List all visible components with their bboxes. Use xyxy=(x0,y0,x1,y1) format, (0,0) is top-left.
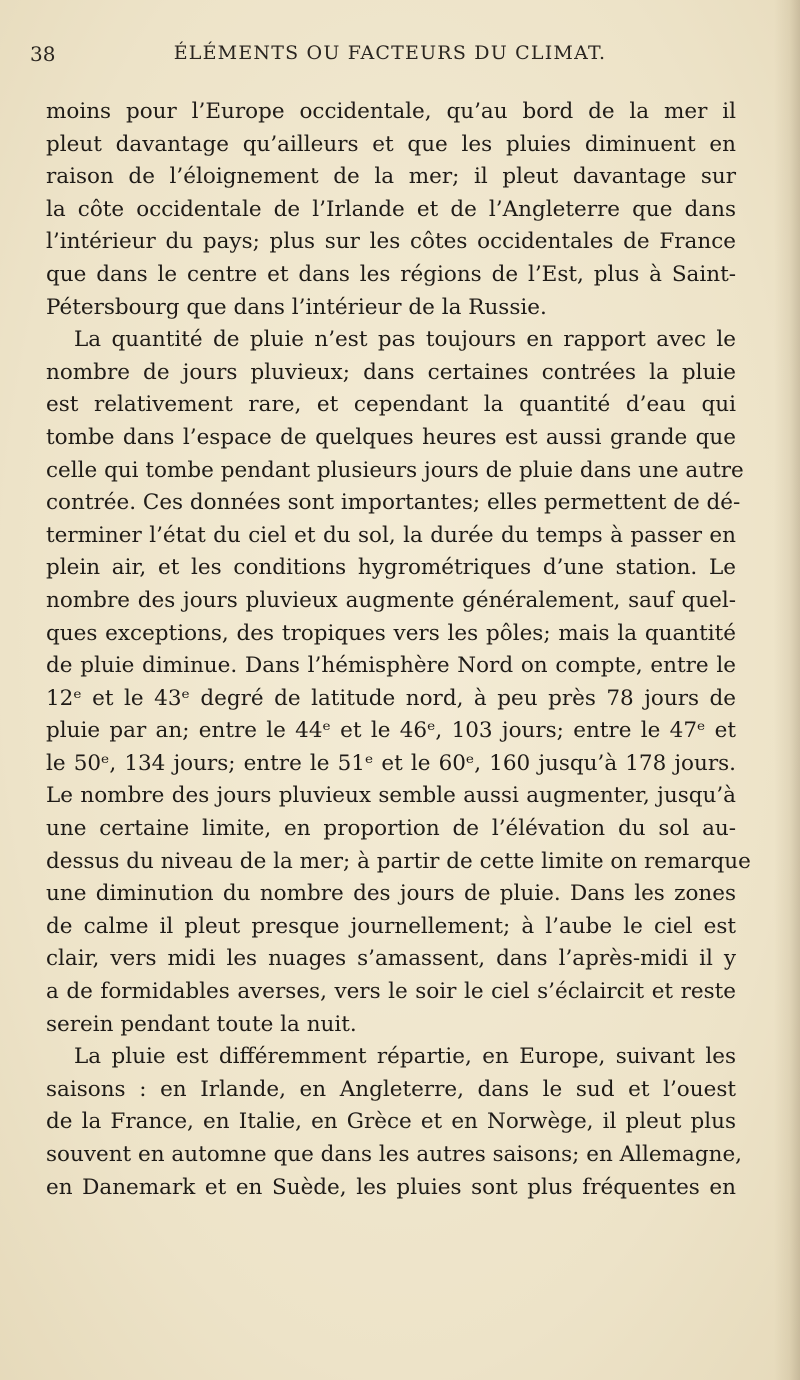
text-line: plein air, et les conditions hygrométriques d’une station. Le xyxy=(46,555,736,581)
text-line: nombre de jours pluvieux; dans certaines contrées la pluie xyxy=(46,359,736,385)
paragraph-first-line: La quantité de pluie n’est pas toujours en rapport avec le xyxy=(74,327,736,353)
text-line: ques exceptions, des tropiques vers les pôles; mais la quantité xyxy=(46,620,736,646)
text-line: moins pour l’Europe occidentale, qu’au bord de la mer il xyxy=(46,99,736,124)
text-line: le 50ᵉ, 134 jours; entre le 51ᵉ et le 60ᵉ, 160 jusqu’à 178 jours. xyxy=(46,750,736,776)
text-line: celle qui tombe pendant plusieurs jours de pluie dans une autre xyxy=(46,457,744,483)
text-line: saisons : en Irlande, en Angleterre, dans le sud et l’ouest xyxy=(46,1076,736,1102)
text-line: une diminution du nombre des jours de pluie. Dans les zones xyxy=(46,881,736,907)
running-head: ÉLÉMENTS OU FACTEURS DU CLIMAT. xyxy=(173,42,607,64)
text-line: clair, vers midi les nuages s’amassent, dans l’après-midi il y xyxy=(46,946,736,972)
text-line: nombre des jours pluvieux augmente généralement, sauf quel- xyxy=(46,587,736,613)
text-line: Le nombre des jours pluvieux semble aussi augmenter, jusqu’à xyxy=(46,783,736,809)
text-line: pluie par an; entre le 44ᵉ et le 46ᵉ, 103 jours; entre le 47ᵉ et xyxy=(46,718,736,744)
text-line: la côte occidentale de l’Irlande et de l’Angleterre que dans xyxy=(46,196,736,222)
text-line: une certaine limite, en proportion de l’élévation du sol au- xyxy=(46,816,736,842)
text-line: terminer l’état du ciel et du sol, la durée du temps à passer en xyxy=(46,522,736,548)
text-line: 12ᵉ et le 43ᵉ degré de latitude nord, à peu près 78 jours de xyxy=(46,685,736,711)
text-line: pleut davantage qu’ailleurs et que les pluies diminuent en xyxy=(46,131,736,157)
text-line: serein pendant toute la nuit. xyxy=(46,1011,357,1037)
text-line: de pluie diminue. Dans l’hémisphère Nord on compte, entre le xyxy=(46,653,736,679)
text-line: contrée. Ces données sont importantes; elles permettent de dé- xyxy=(46,490,741,516)
text-line: que dans le centre et dans les régions de l’Est, plus à Saint- xyxy=(46,261,736,287)
text-line: l’intérieur du pays; plus sur les côtes occidentales de France xyxy=(46,229,736,255)
text-line: est relativement rare, et cependant la quantité d’eau qui xyxy=(46,392,736,418)
text-line: dessus du niveau de la mer; à partir de cette limite on remarque xyxy=(46,848,751,874)
text-line: souvent en automne que dans les autres saisons; en Allemagne, xyxy=(46,1142,743,1167)
text-line: de la France, en Italie, en Grèce et en Norwège, il pleut plus xyxy=(46,1109,736,1135)
text-line: de calme il pleut presque journellement; à l’aube le ciel est xyxy=(46,913,736,939)
text-line: a de formidables averses, vers le soir le ciel s’éclaircit et reste xyxy=(46,979,736,1005)
text-line: tombe dans l’espace de quelques heures est aussi grande que xyxy=(46,424,736,450)
page-header xyxy=(30,42,750,72)
page-number: 38 xyxy=(30,42,56,66)
text-line: Pétersbourg que dans l’intérieur de la Russie. xyxy=(46,294,547,320)
paragraph-first-line: La pluie est différemment répartie, en Europe, suivant les xyxy=(74,1044,736,1070)
text-line: en Danemark et en Suède, les pluies sont plus fréquentes en xyxy=(46,1174,736,1200)
body-text xyxy=(46,96,751,1204)
text-line: raison de l’éloignement de la mer; il pleut davantage sur xyxy=(46,164,736,190)
page-edge-shadow xyxy=(774,0,800,1380)
